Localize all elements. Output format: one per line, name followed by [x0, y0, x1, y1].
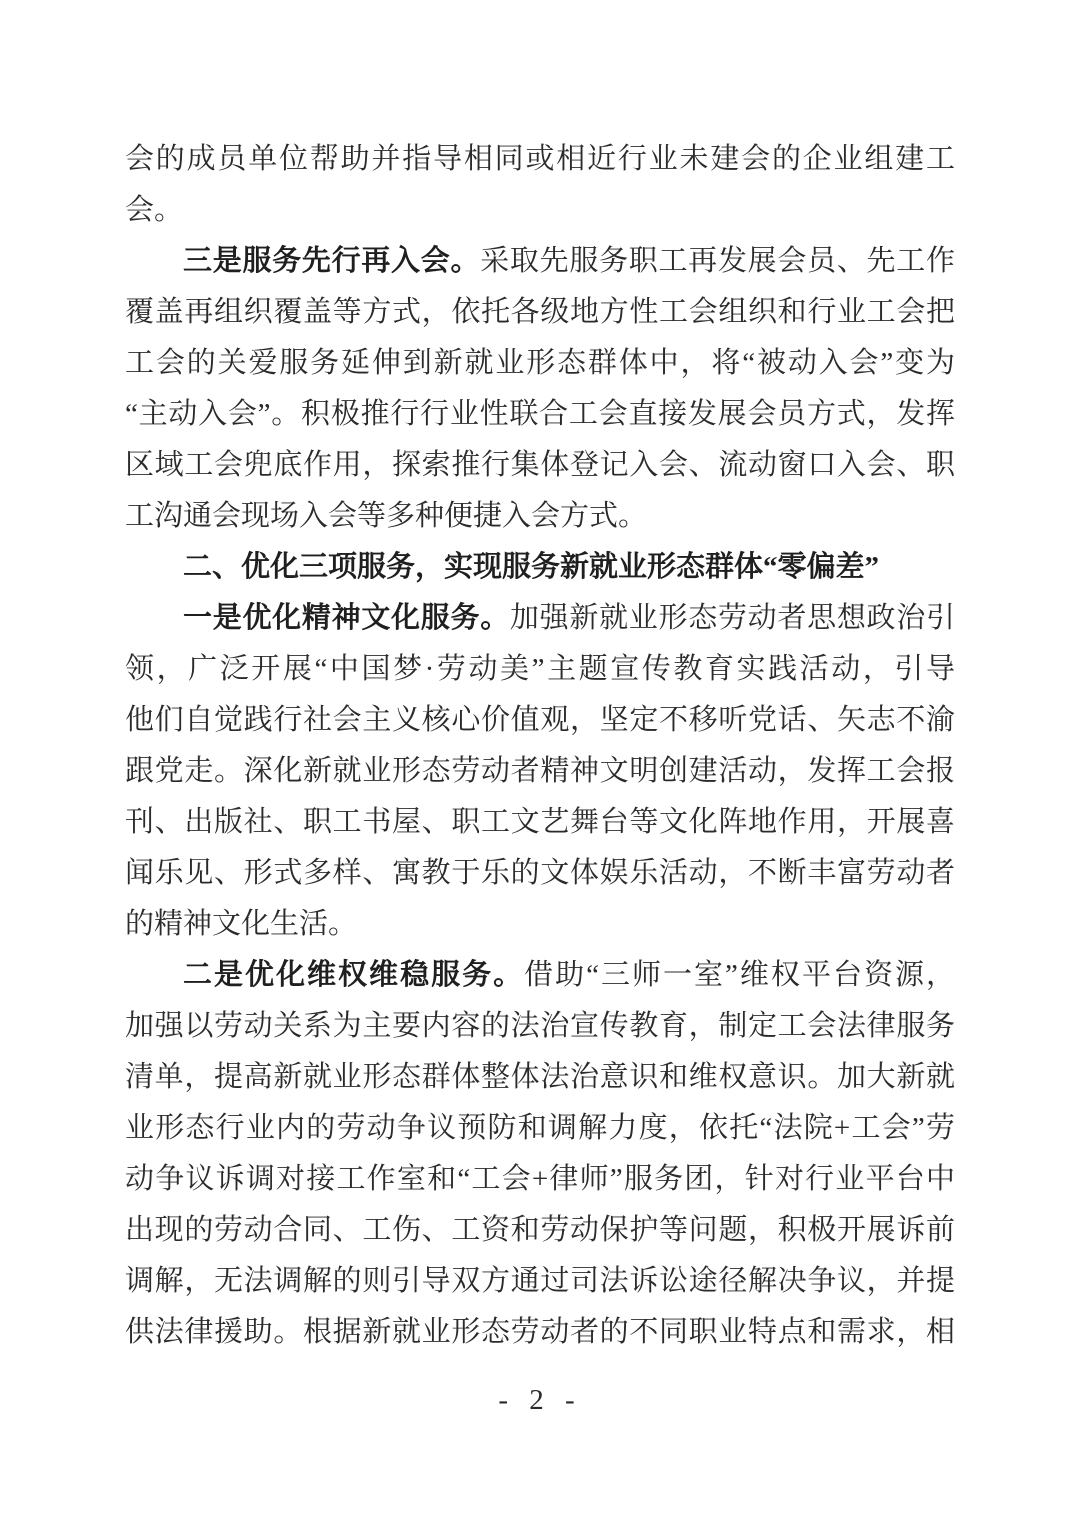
line-text: 闻乐见、形式多样、寓教于乐的文体娱乐活动，不断丰富劳动者: [125, 857, 955, 889]
line-text: 的精神文化生活。: [125, 908, 358, 940]
line-text: 动争议诉调对接工作室和“工会+律师”服务团，针对行业平台中: [125, 1163, 955, 1195]
line-text: “主动入会”。积极推行行业性联合工会直接发展会员方式，发挥: [125, 398, 955, 430]
text-line: [125, 1205, 955, 1256]
text-line: [125, 797, 955, 848]
section-heading-text: 二、优化三项服务，实现服务新就业形态群体“零偏差”: [183, 551, 880, 583]
line-text: 调解，无法调解的则引导双方通过司法诉讼途径解决争议，并提: [125, 1265, 955, 1297]
text-line: [125, 695, 955, 746]
text-line: [125, 491, 955, 542]
text-line: [125, 950, 955, 1001]
text-line: [125, 848, 955, 899]
line-text: 借助“三师一室”维权平台资源，: [524, 959, 955, 991]
text-line: [125, 1052, 955, 1103]
text-line: [125, 1256, 955, 1307]
text-line: [125, 644, 955, 695]
line-text: 刊、出版社、职工书屋、职工文艺舞台等文化阵地作用，开展喜: [125, 806, 955, 838]
section-heading: [125, 542, 955, 593]
line-text: 跟党走。深化新就业形态劳动者精神文明创建活动，发挥工会报: [125, 755, 955, 787]
text-line: [125, 746, 955, 797]
line-text: 清单，提高新就业形态群体整体法治意识和维权意识。加大新就: [125, 1061, 955, 1093]
text-line: [125, 287, 955, 338]
text-line: [125, 134, 955, 185]
text-line: [125, 1307, 955, 1358]
line-text: 领，广泛开展“中国梦·劳动美”主题宣传教育实践活动，引导: [125, 653, 955, 685]
text-line: [125, 389, 955, 440]
line-text: 供法律援助。根据新就业形态劳动者的不同职业特点和需求，相: [125, 1316, 955, 1348]
text-line: [125, 236, 955, 287]
paragraph-lead: 一是优化精神文化服务。: [183, 602, 510, 634]
line-text: 工会的关爱服务延伸到新就业形态群体中，将“被动入会”变为: [125, 347, 955, 379]
line-text: 会的成员单位帮助并指导相同或相近行业未建会的企业组建工: [125, 143, 955, 175]
line-text: 工沟通会现场入会等多种便捷入会方式。: [125, 500, 648, 532]
text-line: [125, 440, 955, 491]
line-text: 他们自觉践行社会主义核心价值观，坚定不移听党话、矢志不渝: [125, 704, 955, 736]
line-text: 业形态行业内的劳动争议预防和调解力度，依托“法院+工会”劳: [125, 1112, 955, 1144]
line-text: 覆盖再组织覆盖等方式，依托各级地方性工会组织和行业工会把: [125, 296, 955, 328]
paragraph-lead: 二是优化维权维稳服务。: [183, 959, 525, 991]
text-line: [125, 593, 955, 644]
line-text: 出现的劳动合同、工伤、工资和劳动保护等问题，积极开展诉前: [125, 1214, 955, 1246]
line-text: 加强以劳动关系为主要内容的法治宣传教育，制定工会法律服务: [125, 1010, 955, 1042]
line-text: 采取先服务职工再发展会员、先工作: [480, 245, 955, 277]
line-text: 区域工会兜底作用，探索推行集体登记入会、流动窗口入会、职: [125, 449, 955, 481]
text-line: [125, 1154, 955, 1205]
line-text: 加强新就业形态劳动者思想政治引: [509, 602, 955, 634]
text-line: [125, 338, 955, 389]
text-line: [125, 185, 955, 236]
text-line: [125, 1001, 955, 1052]
text-line: [125, 899, 955, 950]
page-number-text: - 2 -: [498, 1384, 582, 1416]
text-line: [125, 1103, 955, 1154]
page-number: [125, 1380, 955, 1420]
line-text: 会。: [125, 194, 184, 226]
paragraph-lead: 三是服务先行再入会。: [183, 245, 481, 277]
